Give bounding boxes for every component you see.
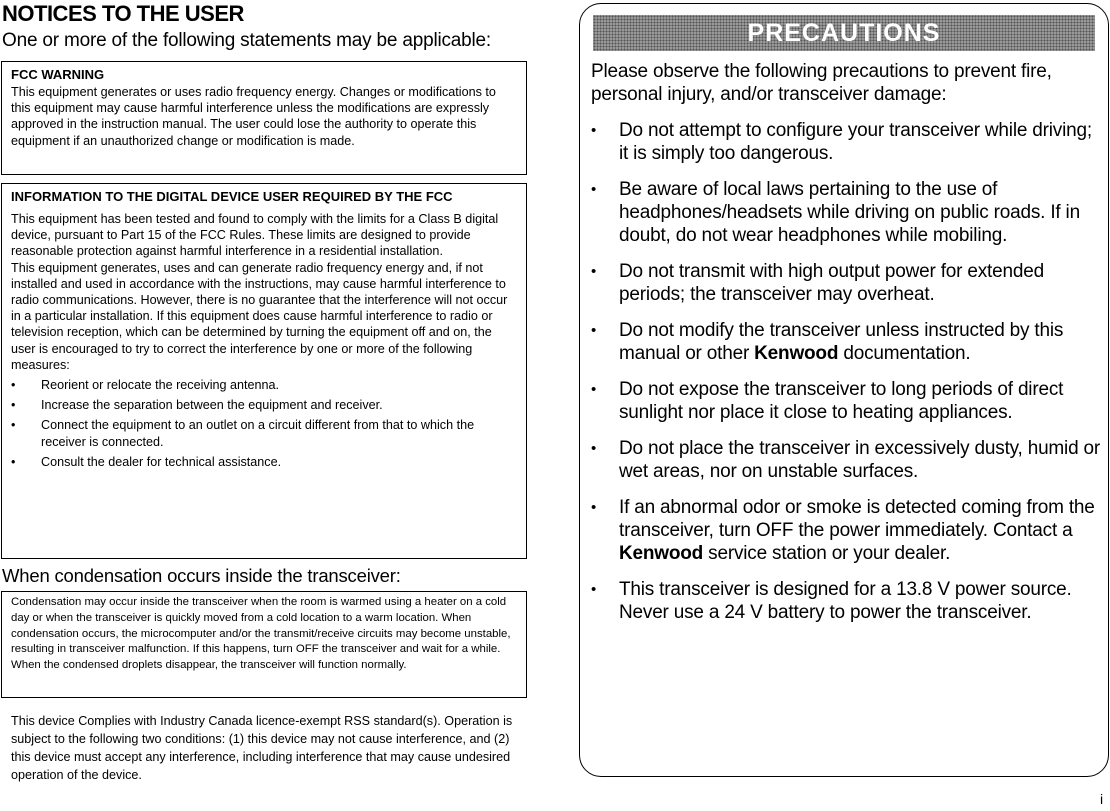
precautions-intro: Please observe the following precautions to prevent fire, personal injury, and/or transceiver damage: [591,61,1052,105]
fcc-warning-box [1,61,527,175]
precaution-item [591,496,1101,565]
condensation-box [1,591,527,698]
brand-name: Kenwood [754,343,839,364]
precaution-item [591,319,1101,365]
measures-list [11,377,518,470]
precaution-item: • This transceiver is designed for a 13.8 V power source. Never use a 24 V battery to power the transceiver. [591,578,1101,624]
fcc-info-box [1,183,527,559]
measure-item: • Consult the dealer for technical assistance. [11,454,518,470]
fcc-warning-text: This equipment generates or uses radio frequency energy. Changes or modifications to this equipment may cause harmful interference unless the modifications are expressly approved in the instruction manual. The user could lose the authority to operate this equipment if an unauthorized change or modification is made. [11,85,496,148]
fcc-info-paragraph-1: This equipment has been tested and found to comply with the limits for a Class B digital device, pursuant to Part 15 of the FCC Rules. These limits are designed to provide reasonable protection against harmful interference in a residential installation. [11,212,499,259]
precautions-panel [579,3,1109,777]
notices-subtitle: One or more of the following statements may be applicable: [2,30,491,51]
precaution-item: • Do not expose the transceiver to long periods of direct sunlight nor place it close to heating appliances. [591,378,1101,424]
condensation-text: Condensation may occur inside the transceiver when the room is warmed using a heater on a cold day or when the transceiver is quickly moved from a cold location to a warm location. When condensation occurs, the microcomputer and/or the transmit/receive circuits may become unstable, resulting in transceiver malfunction. If this happens, turn OFF the transceiver and wait for a while. When the condensed droplets disappear, the transceiver will function normally. [11,596,511,672]
fcc-info-heading: INFORMATION TO THE DIGITAL DEVICE USER REQUIRED BY THE FCC [11,189,453,204]
precautions-list [591,119,1101,624]
precaution-text: documentation. [838,343,971,364]
measure-item: • Increase the separation between the equipment and receiver. [11,397,518,413]
measure-item: • Connect the equipment to an outlet on a circuit different from that to which the receiver is connected. [11,417,518,449]
fcc-info-paragraph-2: This equipment generates, uses and can generate radio frequency energy and, if not installed and used in accordance with the instructions, may cause harmful interference to radio communications. However, there is no guarantee that the interference will not occur in a particular installation. If this equipment does cause harmful interference to radio or television reception, which can be determined by turning the equipment off and on, the user is encouraged to try to correct the interference by one or more of the following measures: [11,260,508,372]
page-number: i [1100,791,1104,807]
brand-name: Kenwood [619,543,704,564]
precaution-item: • Do not attempt to configure your transceiver while driving; it is simply too dangerous. [591,119,1101,165]
condensation-title: When condensation occurs inside the transceiver: [2,565,401,586]
precaution-text: Do not modify the transceiver unless instructed by this manual or other [619,320,1064,364]
precautions-banner [593,15,1095,51]
precaution-text: service station or your dealer. [703,543,951,564]
precautions-heading: PRECAUTIONS [747,18,941,47]
precaution-text: If an abnormal odor or smoke is detected coming from the transceiver, turn OFF the power immediately. Contact a [619,497,1095,541]
notices-title: NOTICES TO THE USER [2,1,244,26]
precaution-item: • Do not place the transceiver in excessively dusty, humid or wet areas, nor on unstable surfaces. [591,437,1101,483]
precaution-item: • Do not transmit with high output power for extended periods; the transceiver may overheat. [591,260,1101,306]
industry-canada-statement: This device Complies with Industry Canada licence-exempt RSS standard(s). Operation is subject to the following two conditions: (1) this device may not cause interference, and (2) this device must accept any interference, including interference that may cause undesired operation of the device. [11,714,513,782]
precaution-item: • Be aware of local laws pertaining to the use of headphones/headsets while driving on public roads. If in doubt, do not wear headphones while mobiling. [591,178,1101,247]
measure-item: • Reorient or relocate the receiving antenna. [11,377,518,393]
fcc-warning-heading: FCC WARNING [11,67,105,82]
